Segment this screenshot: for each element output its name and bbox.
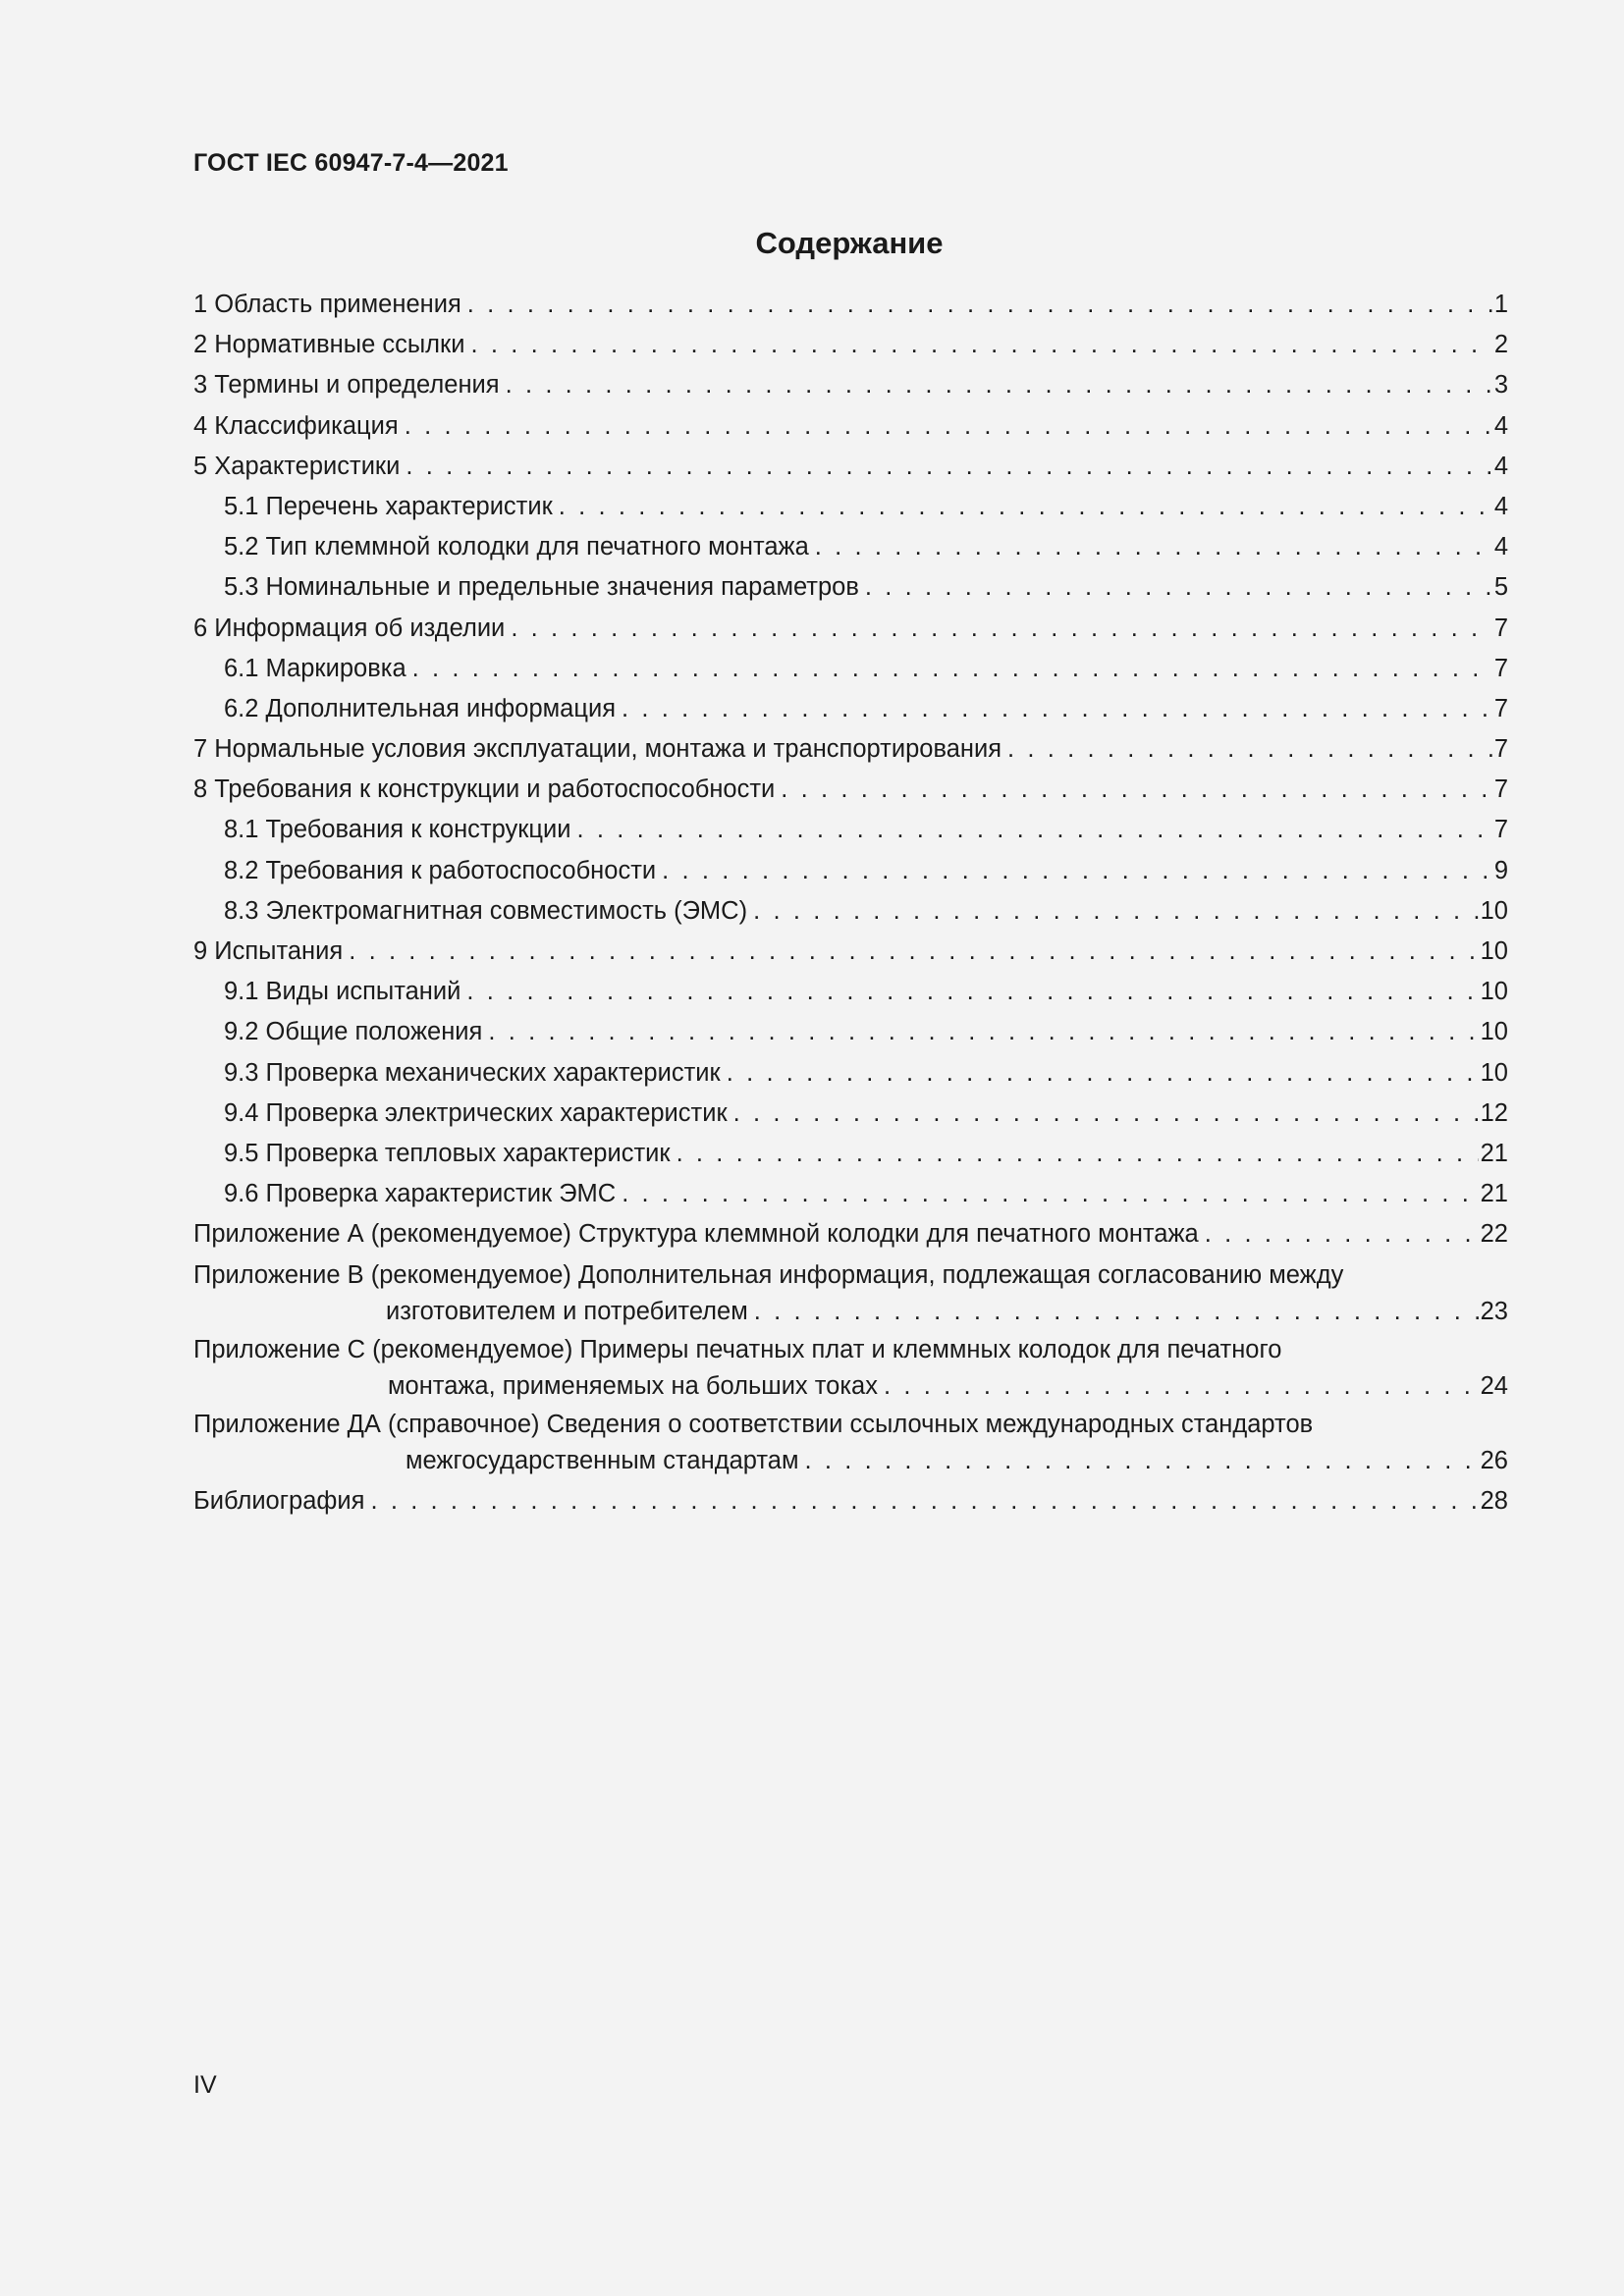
toc-entry-bibliography[interactable]	[193, 1481, 1508, 1522]
toc-entry-9-5[interactable]	[193, 1134, 1508, 1174]
toc-entry-page: 7	[1493, 735, 1508, 764]
toc-leader-dots	[466, 972, 1478, 1012]
toc-entry-label: Библиография	[193, 1486, 365, 1515]
toc-leader-dots	[1007, 729, 1492, 770]
toc-entry-page: 10	[1480, 978, 1508, 1006]
toc-entry-9-4[interactable]	[193, 1094, 1508, 1134]
toc-leader-dots	[405, 406, 1492, 447]
toc-entry-4[interactable]	[193, 406, 1508, 447]
toc-entry-annex-b[interactable]	[193, 1257, 1508, 1330]
toc-entry-label: 5 Характеристики	[193, 452, 401, 480]
toc-entry-page: 5	[1493, 573, 1508, 602]
toc-entry-label: 6.1 Маркировка	[224, 654, 406, 682]
toc-entry-2[interactable]	[193, 325, 1508, 365]
toc-leader-dots	[622, 1174, 1478, 1214]
toc-entry-label: 2 Нормативные ссылки	[193, 331, 465, 359]
toc-leader-dots	[753, 891, 1479, 932]
toc-entry-label: 1 Область применения	[193, 291, 461, 318]
toc-entry-page: 7	[1493, 775, 1508, 804]
toc-entry-page: 4	[1493, 533, 1508, 561]
toc-leader-dots	[781, 770, 1492, 810]
toc-entry-label: 9.5 Проверка тепловых характеристик	[224, 1139, 671, 1167]
toc-entry-page: 4	[1493, 492, 1508, 520]
document-code: ГОСТ IEC 60947-7-4—2021	[193, 149, 509, 177]
toc-entry-page: 21	[1480, 1180, 1508, 1208]
toc-entry-6-2[interactable]	[193, 689, 1508, 729]
toc-leader-dots	[733, 1094, 1479, 1134]
toc-leader-dots	[1205, 1214, 1479, 1255]
toc-entry-label: 8.2 Требования к работоспособности	[224, 856, 657, 884]
toc-leader-dots	[576, 810, 1491, 850]
toc-entry-label: Приложение А (рекомендуемое) Структура клеммной колодки для печатного монтажа	[193, 1220, 1199, 1249]
toc-entry-label: 9.2 Общие положения	[224, 1018, 483, 1046]
toc-leader-dots	[349, 932, 1478, 972]
toc-entry-page: 21	[1480, 1139, 1508, 1167]
toc-entry-label: 8.1 Требования к конструкции	[224, 816, 571, 844]
toc-entry-9-2[interactable]	[193, 1012, 1508, 1052]
toc-entry-annex-c[interactable]	[193, 1332, 1508, 1405]
toc-entry-5-2[interactable]	[193, 527, 1508, 567]
table-of-contents	[193, 285, 1508, 1522]
toc-leader-dots	[677, 1134, 1479, 1174]
toc-entry-9-6[interactable]	[193, 1174, 1508, 1214]
toc-entry-label: 9 Испытания	[193, 937, 344, 965]
toc-entry-page: 3	[1493, 371, 1508, 400]
toc-leader-dots	[884, 1368, 1479, 1405]
toc-leader-dots	[506, 365, 1492, 405]
toc-entry-9-1[interactable]	[193, 972, 1508, 1012]
toc-leader-dots	[622, 689, 1492, 729]
toc-entry-9-3[interactable]	[193, 1053, 1508, 1094]
toc-entry-page: 1	[1493, 291, 1508, 318]
toc-entry-page: 4	[1493, 452, 1508, 480]
toc-entry-7[interactable]	[193, 729, 1508, 770]
toc-entry-label: 4 Классификация	[193, 411, 399, 440]
toc-entry-page: 7	[1493, 614, 1508, 642]
toc-entry-page: 22	[1480, 1220, 1508, 1249]
toc-entry-label: 9.4 Проверка электрических характеристик	[224, 1098, 728, 1127]
toc-entry-6[interactable]	[193, 609, 1508, 649]
toc-leader-dots	[467, 285, 1492, 325]
toc-leader-dots	[754, 1294, 1479, 1330]
toc-leader-dots	[370, 1481, 1478, 1522]
toc-entry-8-1[interactable]	[193, 810, 1508, 850]
toc-title: Содержание	[755, 226, 944, 260]
toc-entry-8-2[interactable]	[193, 851, 1508, 891]
toc-entry-page: 23	[1480, 1297, 1508, 1325]
toc-entry-label-line2: изготовителем и потребителем	[386, 1297, 748, 1325]
toc-entry-page: 2	[1493, 331, 1508, 359]
toc-entry-label: 3 Термины и определения	[193, 371, 500, 400]
toc-entry-label-line2: межгосударственным стандартам	[406, 1446, 799, 1474]
toc-entry-page: 7	[1493, 654, 1508, 682]
toc-leader-dots	[470, 325, 1491, 365]
toc-leader-dots	[865, 567, 1492, 608]
toc-entry-label: 7 Нормальные условия эксплуатации, монтажа и транспортирования	[193, 735, 1002, 764]
toc-entry-page: 10	[1480, 896, 1508, 925]
toc-entry-page: 9	[1493, 856, 1508, 884]
toc-entry-page: 26	[1480, 1446, 1508, 1474]
toc-entry-1[interactable]	[193, 285, 1508, 325]
toc-entry-label: 5.1 Перечень характеристик	[224, 492, 553, 520]
toc-entry-label-line1: Приложение С (рекомендуемое) Примеры печатных плат и клеммных колодок для печатного	[193, 1335, 1282, 1363]
toc-entry-5-1[interactable]	[193, 487, 1508, 527]
toc-leader-dots	[727, 1053, 1479, 1094]
toc-entry-label: 6.2 Дополнительная информация	[224, 694, 616, 722]
toc-entry-5-3[interactable]	[193, 567, 1508, 608]
toc-entry-6-1[interactable]	[193, 649, 1508, 689]
toc-entry-page: 12	[1480, 1098, 1508, 1127]
toc-entry-label: 8.3 Электромагнитная совместимость (ЭМС)	[224, 896, 748, 925]
toc-entry-label-line1: Приложение В (рекомендуемое) Дополнительная информация, подлежащая согласованию между	[193, 1260, 1344, 1289]
toc-leader-dots	[804, 1443, 1478, 1479]
toc-entry-label-line1: Приложение ДА (справочное) Сведения о соответствии ссылочных международных стандартов	[193, 1410, 1314, 1438]
toc-entry-9[interactable]	[193, 932, 1508, 972]
toc-entry-label: 5.2 Тип клеммной колодки для печатного монтажа	[224, 533, 809, 561]
toc-leader-dots	[815, 527, 1492, 567]
toc-entry-page: 10	[1480, 937, 1508, 965]
toc-entry-label-line2: монтажа, применяемых на больших токах	[388, 1371, 878, 1400]
toc-leader-dots	[511, 609, 1492, 649]
toc-entry-annex-da[interactable]	[193, 1407, 1508, 1479]
toc-entry-page: 24	[1480, 1371, 1508, 1400]
toc-entry-label: 6 Информация об изделии	[193, 614, 506, 642]
toc-entry-page: 28	[1480, 1486, 1508, 1515]
toc-entry-page: 10	[1480, 1018, 1508, 1046]
toc-entry-page: 7	[1493, 816, 1508, 844]
toc-leader-dots	[412, 649, 1492, 689]
toc-entry-page: 7	[1493, 694, 1508, 722]
toc-entry-page: 10	[1480, 1058, 1508, 1087]
page-number: IV	[193, 2071, 217, 2099]
toc-leader-dots	[662, 851, 1492, 891]
toc-leader-dots	[406, 447, 1491, 487]
toc-entry-label: 5.3 Номинальные и предельные значения параметров	[224, 573, 859, 602]
toc-entry-3[interactable]	[193, 365, 1508, 405]
toc-entry-5[interactable]	[193, 447, 1508, 487]
toc-entry-8[interactable]	[193, 770, 1508, 810]
toc-entry-page: 4	[1493, 411, 1508, 440]
toc-entry-label: 8 Требования к конструкции и работоспособности	[193, 775, 776, 804]
toc-entry-label: 9.3 Проверка механических характеристик	[224, 1058, 721, 1087]
toc-leader-dots	[488, 1012, 1478, 1052]
toc-entry-8-3[interactable]	[193, 891, 1508, 932]
toc-leader-dots	[559, 487, 1492, 527]
toc-entry-label: 9.1 Виды испытаний	[224, 978, 461, 1006]
toc-entry-annex-a[interactable]	[193, 1214, 1508, 1255]
toc-entry-label: 9.6 Проверка характеристик ЭМС	[224, 1180, 617, 1208]
